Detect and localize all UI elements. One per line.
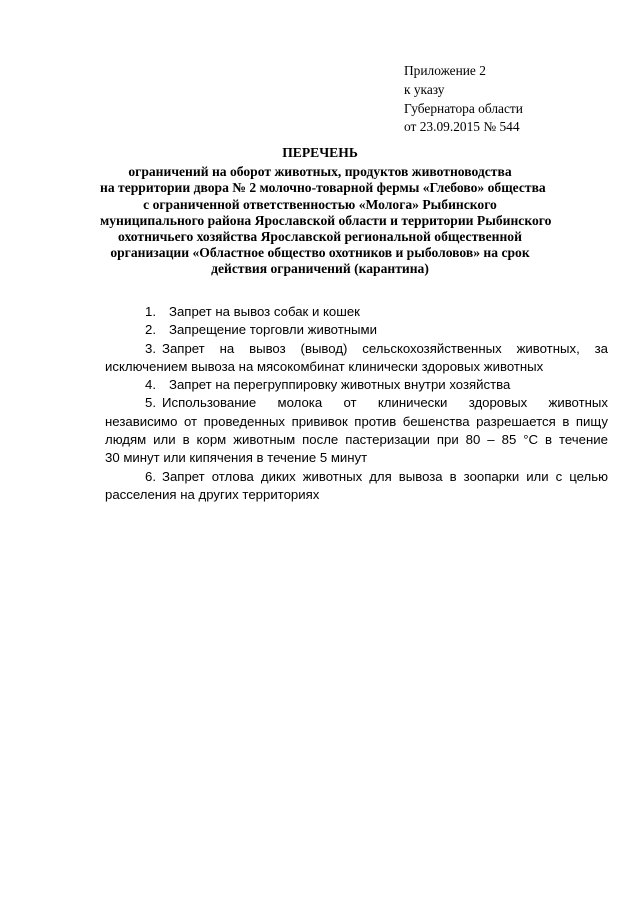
title-line: на территории двора № 2 молочно-товарной фермы «Глебово» общества: [100, 180, 546, 196]
list-item: [105, 303, 608, 321]
appendix-line: Приложение 2: [404, 63, 486, 78]
title-line: охотничьего хозяйства Ярославской региональной общественной: [118, 229, 522, 245]
item-number: 1.: [145, 304, 156, 319]
item-text: независимо от проведенных прививок против бешенства разрешается в пищу: [105, 413, 608, 429]
item-text: 30 минут или кипячения в течение 5 минут: [105, 450, 368, 466]
item-text: Запрещение торговли животными: [169, 322, 377, 338]
item-number: 5.: [145, 395, 156, 411]
title-line: действия ограничений (карантина): [211, 261, 429, 277]
item-number: 4.: [145, 377, 156, 393]
appendix-line: Губернатора области: [404, 100, 523, 116]
item-number: 3.: [145, 340, 156, 356]
item-number: 6.: [145, 468, 156, 484]
item-number: 2.: [145, 322, 156, 338]
list-item: [105, 321, 608, 339]
list-item: [105, 376, 608, 394]
item-text: людям или в корм животным после пастеризации при 80 – 85 °С в течение: [105, 432, 608, 448]
item-text: Использование молока от клинически здоровых животных: [162, 395, 608, 411]
document-title: [100, 145, 552, 278]
item-text: исключением вывоза на мясокомбинат клинически здоровых животных: [105, 358, 544, 374]
title-line: организации «Областное общество охотников и рыболовов» на срок: [110, 245, 530, 261]
title-line: ограничений на оборот животных, продуктов животноводства: [128, 164, 512, 180]
list-item: [105, 468, 608, 505]
appendix-header: [404, 62, 523, 137]
appendix-line: от 23.09.2015 № 544: [404, 119, 520, 135]
title-heading: ПЕРЕЧЕНЬ: [282, 145, 358, 160]
list-item: [105, 394, 608, 467]
item-text: расселения на других территориях: [105, 486, 320, 502]
item-text: Запрет на вывоз (вывод) сельскохозяйственных животных, за: [162, 340, 608, 356]
list-item: [105, 340, 608, 377]
title-line: муниципального района Ярославской области и территории Рыбинского: [100, 212, 552, 228]
title-line: с ограниченной ответственностью «Молога» Рыбинского: [143, 196, 497, 212]
item-text: Запрет отлова диких животных для вывоза в зоопарки или с целью: [162, 468, 608, 484]
appendix-line: к указу: [404, 81, 445, 97]
restrictions-list: [105, 303, 608, 504]
item-text: Запрет на перегруппировку животных внутри хозяйства: [169, 377, 511, 393]
item-text: Запрет на вывоз собак и кошек: [169, 304, 360, 319]
